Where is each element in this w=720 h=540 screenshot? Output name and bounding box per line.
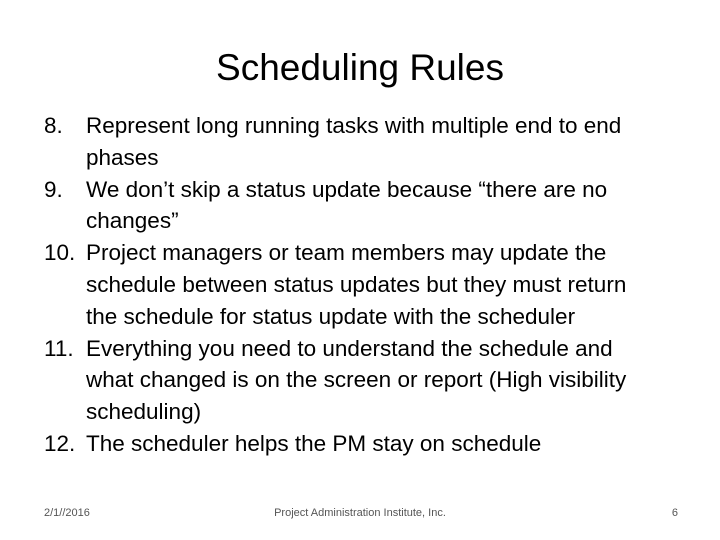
rule-line: what changed is on the screen or report (High visibility bbox=[86, 367, 627, 393]
rule-line: scheduling) bbox=[86, 399, 202, 425]
list-item bbox=[44, 333, 694, 428]
rule-text bbox=[86, 333, 694, 428]
rule-line: Project managers or team members may update the bbox=[86, 240, 607, 266]
rule-text bbox=[86, 428, 694, 460]
list-item bbox=[44, 428, 694, 460]
list-item bbox=[44, 110, 694, 174]
rule-line: Represent long running tasks with multiple end to end bbox=[86, 113, 622, 138]
rule-line: The scheduler helps the PM stay on schedule bbox=[86, 430, 542, 456]
footer-organization: Project Administration Institute, Inc. bbox=[274, 507, 446, 519]
rule-number: 10. bbox=[44, 240, 76, 266]
slide-title: Scheduling Rules bbox=[216, 47, 504, 88]
rule-number: 9. bbox=[44, 176, 63, 202]
rule-text bbox=[86, 110, 694, 174]
rule-number: 12. bbox=[44, 430, 76, 456]
rule-number: 11. bbox=[44, 335, 74, 361]
rule-number: 8. bbox=[44, 113, 63, 138]
rule-line: Everything you need to understand the schedule and bbox=[86, 335, 613, 361]
list-item bbox=[44, 237, 694, 332]
rule-line: phases bbox=[86, 144, 159, 170]
rule-line: the schedule for status update with the scheduler bbox=[86, 303, 576, 329]
rule-text bbox=[86, 174, 694, 238]
page-number: 6 bbox=[671, 507, 678, 519]
footer-date: 2/1//2016 bbox=[44, 507, 90, 519]
rule-line: We don’t skip a status update because “there are no bbox=[86, 176, 608, 202]
rule-line: schedule between status updates but they must return bbox=[86, 271, 627, 297]
list-item bbox=[44, 174, 694, 238]
rules-list bbox=[44, 110, 694, 460]
rule-text bbox=[86, 237, 694, 332]
rule-line: changes” bbox=[86, 208, 179, 234]
